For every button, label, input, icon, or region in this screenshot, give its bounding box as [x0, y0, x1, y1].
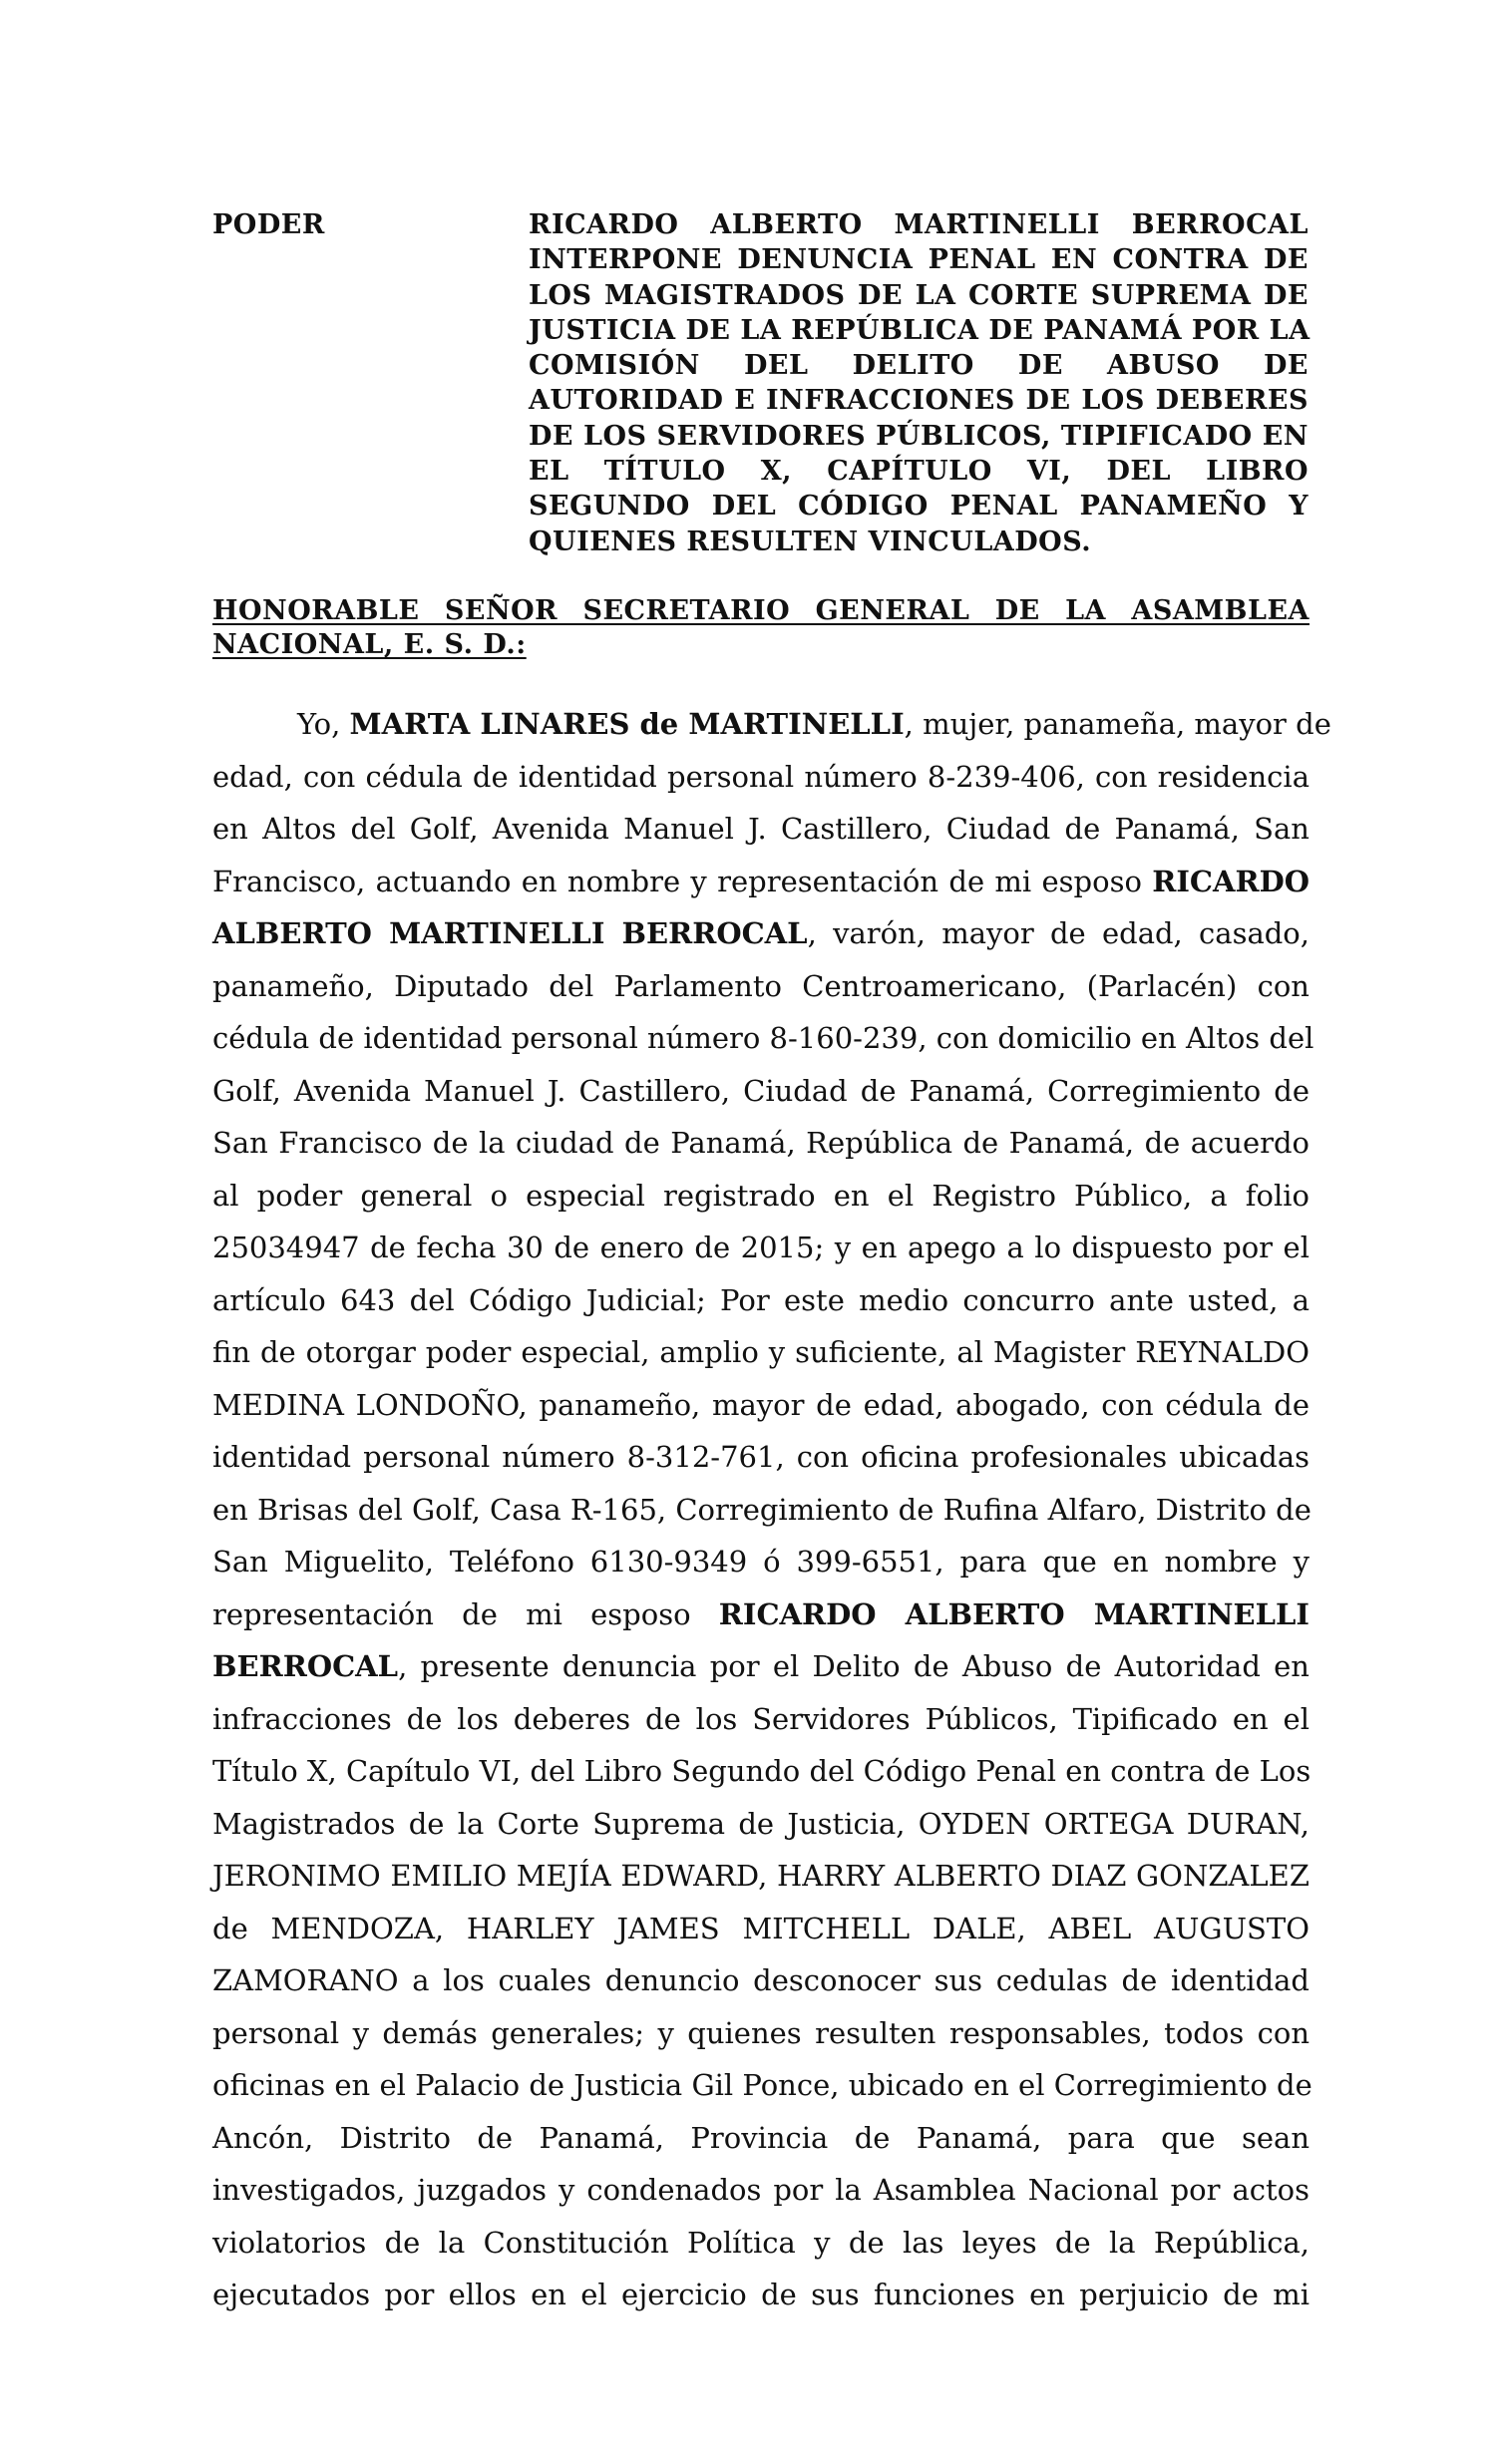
body-line: identidad personal número 8-312-761, con oficina profesionales ubicadas	[212, 1440, 1309, 1474]
text-run: , varón, mayor de edad, casado,	[807, 916, 1309, 950]
body-line: Título X, Capítulo VI, del Libro Segundo del Código Penal en contra de Los	[212, 1754, 1311, 1788]
title-line: RICARDO ALBERTO MARTINELLI BERROCAL	[529, 209, 1309, 240]
body-line: San Francisco de la ciudad de Panamá, República de Panamá, de acuerdo	[212, 1126, 1309, 1160]
body-line: Ancón, Distrito de Panamá, Provincia de Panamá, para que sean	[212, 2120, 1309, 2155]
title-line: EL TÍTULO X, CAPÍTULO VI, DEL LIBRO	[529, 456, 1309, 488]
body-line: infracciones de los deberes de los Servidores Públicos, Tipificado en el	[212, 1701, 1309, 1736]
poder-label: PODER	[212, 209, 325, 240]
body-line: panameño, Diputado del Parlamento Centroamericano, (Parlacén) con	[212, 968, 1309, 1003]
title-line: LOS MAGISTRADOS DE LA CORTE SUPREMA DE	[529, 279, 1309, 311]
name-bold: ALBERTO MARTINELLI BERROCAL	[212, 916, 808, 950]
text-run: Yo,	[297, 707, 350, 741]
title-line: COMISIÓN DEL DELITO DE ABUSO DE	[529, 350, 1309, 382]
title-line: QUIENES RESULTEN VINCULADOS.	[529, 526, 1092, 557]
body-line: violatorios de la Constitución Política y de las leyes de la República,	[212, 2225, 1309, 2260]
body-paragraph	[212, 698, 1331, 2321]
body-line: ejecutados por ellos en el ejercicio de sus funciones en perjuicio de mi	[212, 2278, 1309, 2311]
body-line: oficinas en el Palacio de Justicia Gil Ponce, ubicado en el Corregimiento de	[212, 2068, 1312, 2102]
body-line: JERONIMO EMILIO MEJÍA EDWARD, HARRY ALBERTO DIAZ GONZALEZ	[212, 1859, 1309, 1893]
body-line: MEDINA LONDOÑO, panameño, mayor de edad, abogado, con cédula de	[212, 1387, 1309, 1422]
text-run: , presente denuncia por el Delito de Abuso de Autoridad en	[398, 1649, 1309, 1683]
text-run: , mujer, panameña, mayor de	[904, 707, 1331, 741]
title-line: JUSTICIA DE LA REPÚBLICA DE PANAMÁ POR LA	[529, 314, 1310, 346]
title-line: SEGUNDO DEL CÓDIGO PENAL PANAMEÑO Y	[529, 491, 1309, 523]
body-line: Magistrados de la Corte Suprema de Justicia, OYDEN ORTEGA DURAN,	[212, 1806, 1309, 1841]
body-line: en Altos del Golf, Avenida Manuel J. Castillero, Ciudad de Panamá, San	[212, 812, 1309, 846]
body-line: personal y demás generales; y quienes resulten responsables, todos con	[212, 2015, 1309, 2050]
body-line: de MENDOZA, HARLEY JAMES MITCHELL DALE, ABEL AUGUSTO	[212, 1911, 1309, 1945]
body-line	[212, 1640, 1309, 1693]
body-line	[212, 856, 1309, 908]
body-line: investigados, juzgados y condenados por la Asamblea Nacional por actos	[212, 2173, 1309, 2207]
body-line: Golf, Avenida Manuel J. Castillero, Ciudad de Panamá, Corregimiento de	[212, 1073, 1309, 1108]
body-line: ZAMORANO a los cuales denuncio desconocer sus cedulas de identidad	[212, 1963, 1309, 1997]
document-title	[529, 207, 1309, 559]
salutation-line: HONORABLE SEÑOR SECRETARIO GENERAL DE LA ASAMBLEA	[212, 595, 1309, 626]
text-run: Francisco, actuando en nombre y representación de mi esposo	[212, 864, 1153, 898]
text-run: representación de mi esposo	[212, 1596, 719, 1631]
body-line: cédula de identidad personal número 8-160-239, con domicilio en Altos del	[212, 1021, 1314, 1055]
title-line: DE LOS SERVIDORES PÚBLICOS, TIPIFICADO EN	[529, 420, 1309, 452]
salutation-line: NACIONAL, E. S. D.:	[212, 629, 527, 660]
body-line: artículo 643 del Código Judicial; Por este medio concurro ante usted, a	[212, 1282, 1309, 1317]
body-line: San Miguelito, Teléfono 6130-9349 ó 399-6551, para que en nombre y	[212, 1545, 1309, 1579]
body-line: fin de otorgar poder especial, amplio y suficiente, al Magister REYNALDO	[212, 1335, 1309, 1369]
name-bold: MARTA LINARES de MARTINELLI	[349, 707, 905, 741]
title-line: INTERPONE DENUNCIA PENAL EN CONTRA DE	[529, 244, 1309, 276]
body-line: 25034947 de fecha 30 de enero de 2015; y en apego a lo dispuesto por el	[212, 1231, 1309, 1264]
name-bold: RICARDO ALBERTO MARTINELLI	[718, 1596, 1309, 1631]
salutation	[212, 594, 1309, 662]
body-line	[212, 907, 1309, 960]
name-bold: BERROCAL	[212, 1649, 399, 1683]
body-line: edad, con cédula de identidad personal número 8-239-406, con residencia	[212, 759, 1309, 794]
title-line: AUTORIDAD E INFRACCIONES DE LOS DEBERES	[529, 385, 1309, 417]
body-line	[212, 1588, 1309, 1641]
body-line: en Brisas del Golf, Casa R-165, Corregimiento de Rufina Alfaro, Distrito de	[212, 1492, 1311, 1527]
body-line	[212, 698, 1331, 751]
body-line: al poder general o especial registrado en el Registro Público, a folio	[212, 1178, 1309, 1213]
name-bold: RICARDO	[1152, 864, 1309, 898]
